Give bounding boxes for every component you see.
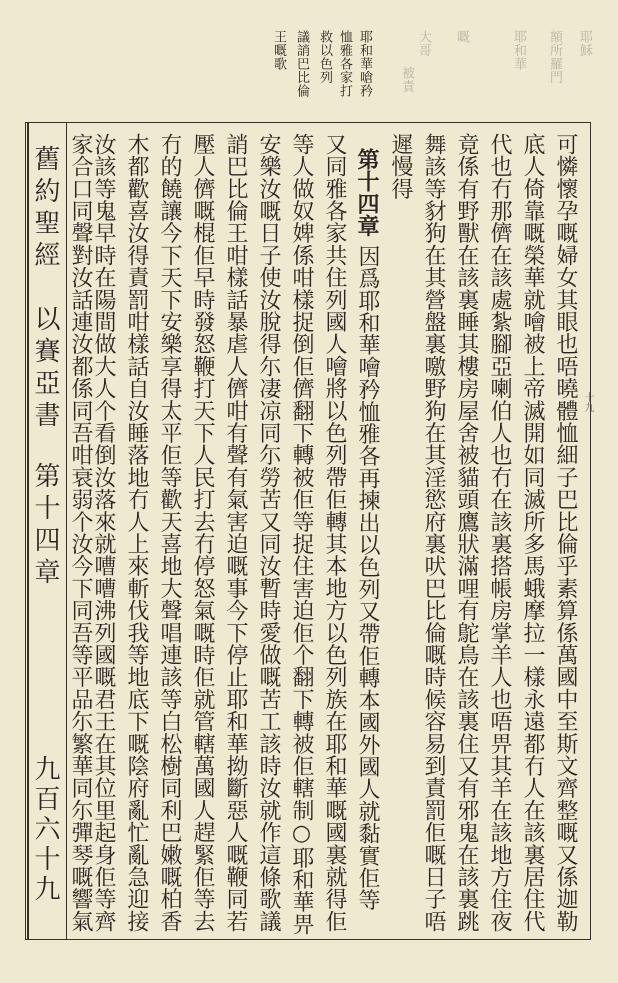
text-column: 底人倚靠嘅榮華就噲被上帝滅開如同滅所多馬蛾摩拉一樣永遠都冇人在該裏居住代 xyxy=(520,133,545,933)
header-note: 恤雅各家打 xyxy=(337,30,352,98)
frame-rule-top xyxy=(25,122,591,123)
faint-note: 大哥 xyxy=(416,30,431,57)
chapter-heading: 第十四章 xyxy=(354,148,380,237)
text-column: 竟係有野獸在該裏睡其樓房屋舍被貓頭鷹狀滿哩有鴕鳥在該裏住又有邪鬼在該裏跳 xyxy=(454,133,479,933)
header-note: 耶和華嗆矜 xyxy=(357,30,372,98)
faint-note: 額所羅門 xyxy=(547,30,562,84)
text-column: 壓人儕嘅棍佢早時發怒鞭打天下人民打去冇停怒氣嘅時佢就管轄萬國人趕緊佢等去 xyxy=(190,133,215,933)
text-column: 家合口同聲對汝話連汝都係同吾咁衰弱个汝今下同吾等平品尓繁華同尓彈琴嘅響氣 xyxy=(68,133,93,933)
faint-note: 被責 xyxy=(399,66,414,93)
faint-note: 耶穌 xyxy=(577,30,592,57)
frame-rule-left-bold xyxy=(27,122,29,940)
header-note: 王嘅歌 xyxy=(271,30,286,71)
text-column: 等人做奴婢係咁樣捉倒佢儕翻下轉被佢等捉住害迫佢个翻下轉被佢轄制○耶和華畀 xyxy=(289,133,314,936)
margin-number: 十九 xyxy=(582,392,593,412)
page-number: 九百六十九 xyxy=(30,755,60,905)
text-column: 又同雅各家共住列國人噲將以色列帶佢轉其本地方以色列族在耶和華嘅國裏就得佢 xyxy=(322,133,347,933)
faint-note: 嘅 xyxy=(454,30,469,44)
frame-rule-bottom xyxy=(25,939,591,940)
frame-rule-right xyxy=(590,122,591,940)
text-column: 冇的饒讓今下天下安樂享得太平佢等歡天喜地大聲唱連該等白松樹同利巴嫩嘅柏香 xyxy=(157,133,182,933)
running-title: 舊約聖經 以賽亞書 xyxy=(30,145,60,433)
text-column: 安樂汝嘅日子使汝脫得尓凄凉同尓勞苦又同汝暫時愛做嘅苦工該時汝就作這條歌議 xyxy=(256,133,281,933)
text-column: 可憐懷孕嘅婦女其眼也唔曉體恤細子巴比倫乎素算係萬國中至斯文齊整嘅又係迦勒 xyxy=(553,133,578,933)
text-column: 代也冇那儕在該處紮腳亞喇伯人也冇在該裏搭帳房掌羊人也唔畀其羊在該地方住夜 xyxy=(487,133,512,933)
footer-divider xyxy=(66,122,67,940)
text-column: 木都歡喜汝得責罰咁樣話自汝睡落地冇人上來斬伐我等地底下嘅陰府亂忙亂急迎接 xyxy=(124,133,149,933)
text-column: 誚巴比倫王咁樣話暴虐人儕咁有聲有氣害迫嘅事今下停止耶和華拗斷惡人嘅鞭同若 xyxy=(223,133,248,933)
frame-rule-left xyxy=(25,122,26,940)
header-note: 議誚巴比倫 xyxy=(294,30,309,98)
text-column: 遲慢得 xyxy=(388,133,413,200)
text-column: 汝該等鬼早時在陽間做大人个看倒汝落來就嘈嘈沸列國嘅君王在其位里起身佢等齊 xyxy=(91,133,116,933)
text-column: 舞該等豺狗在其營盤裏噭野狗在其淫慾府裏吠巴比倫嘅時候容易到責罰佢嘅日子唔 xyxy=(421,133,446,933)
running-chapter: 第十四章 xyxy=(30,462,60,590)
faint-note: 耶和華 xyxy=(511,30,526,71)
header-note: 救以色列 xyxy=(317,30,332,84)
text-column: 因爲耶和華噲矜恤雅各再揀出以色列又帶佢轉本國外國人就黏實佢等 xyxy=(355,245,380,911)
